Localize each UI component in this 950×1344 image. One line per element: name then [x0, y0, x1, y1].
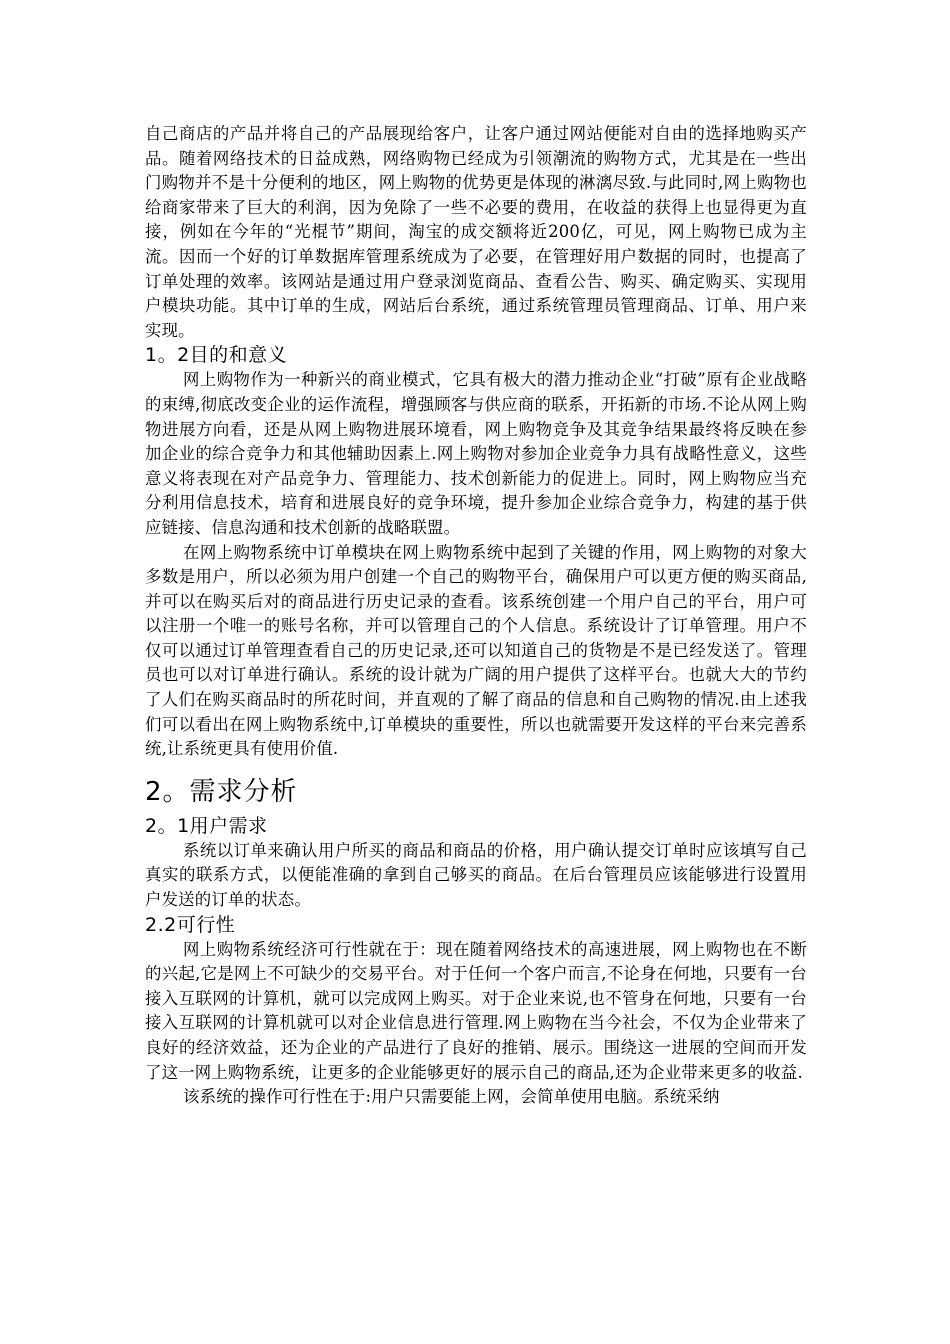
- paragraph-2-2-a: 网上购物系统经济可行性就在于：现在随着网络技术的高速进展，网上购物也在不断的兴起,它是网上不可缺少的交易平台。对于任何一个客户而言,不论身在何地，只要有一台接入互联网的计算机，就可以完成网上购买。对于企业来说,也不管身在何地，只要有一台接入互联网的计算机就可以对企业信息进行管理.网上购物在当今社会，不仅为企业带来了良好的经济效益，还为企业的产品进行了良好的推销、展示。围绕这一进展的空间而开发了这一网上购物系统，让更多的企业能够更好的展示自己的商品,还为企业带来更多的收益.: [145, 939, 807, 1082]
- chapter-heading-2: 2。需求分析: [145, 776, 298, 807]
- document-body: [145, 122, 807, 1110]
- paragraph-1-2-b: 在网上购物系统中订单模块在网上购物系统中起到了关键的作用，网上购物的对象大多数是用户，所以必须为用户创建一个自己的购物平台，确保用户可以更方便的购买商品,并可以在购买后对的商品进行历史记录的查看。该系统创建一个用户自己的平台，用户可以注册一个唯一的账号名称，并可以管理自己的个人信息。系统设计了订单管理。用户不仅可以通过订单管理查看自己的历史记录,还可以知道自己的货物是不是已经发送了。管理员也可以对订单进行确认。系统的设计就为广阔的用户提供了这样平台。也就大大的节约了人们在购买商品时的所花时间，并直观的了解了商品的信息和自己购物的情况.由上述我们可以看出在网上购物系统中,订单模块的重要性，所以也就需要开发这样的平台来完善系统,让系统更具有使用价值.: [145, 542, 807, 759]
- section-heading-2-2: 2.2可行性: [145, 913, 236, 936]
- paragraph-1-2-a: 网上购物作为一种新兴的商业模式，它具有极大的潜力推动企业“打破”原有企业战略的束缚,彻底改变企业的运作流程，增强顾客与供应商的联系，开拓新的市场.不论从网上购物进展方向看，还是从网上购物进展环境看，网上购物竞争及其竞争结果最终将反映在参加企业的综合竞争力和其他辅助因素上.网上购物对参加企业竞争力具有战略性意义，这些意义将表现在对产品竞争力、管理能力、技术创新能力的促进上。同时，网上购物应当充分利用信息技术，培育和进展良好的竞争环境，提升参加企业综合竞争力，构建的基于供应链接、信息沟通和技术创新的战略联盟。: [145, 370, 807, 537]
- section-heading-1-2: 1。2目的和意义: [145, 344, 288, 367]
- intro-paragraph: 自己商店的产品并将自己的产品展现给客户，让客户通过网站便能对自由的选择地购买产品。随着网络技术的日益成熟，网络购物已经成为引领潮流的购物方式，尤其是在一些出门购物并不是十分便利的地区，网上购物的优势更是体现的淋漓尽致.与此同时,网上购物也给商家带来了巨大的利润，因为免除了一些不必要的费用，在收益的获得上也显得更为直接，例如在今年的“光棍节”期间，淘宝的成交额将近200亿，可见，网上购物已成为主流。因而一个好的订单数据库管理系统成为了必要，在管理好用户数据的同时，也提高了订单处理的效率。该网站是通过用户登录浏览商品、查看公告、购买、确定购买、实现用户模块功能。其中订单的生成，网站后台系统，通过系统管理员管理商品、订单、用户来实现。: [145, 124, 807, 340]
- paragraph-2-1: 系统以订单来确认用户所买的商品和商品的价格，用户确认提交订单时应该填写自己真实的联系方式，以便能准确的拿到自己够买的商品。在后台管理员应该能够进行设置用户发送的订单的状态。: [145, 840, 807, 910]
- paragraph-2-2-b: 该系统的操作可行性在于:用户只需要能上网，会简单使用电脑。系统采纳: [183, 1087, 720, 1107]
- section-heading-2-1: 2。1用户需求: [145, 814, 268, 837]
